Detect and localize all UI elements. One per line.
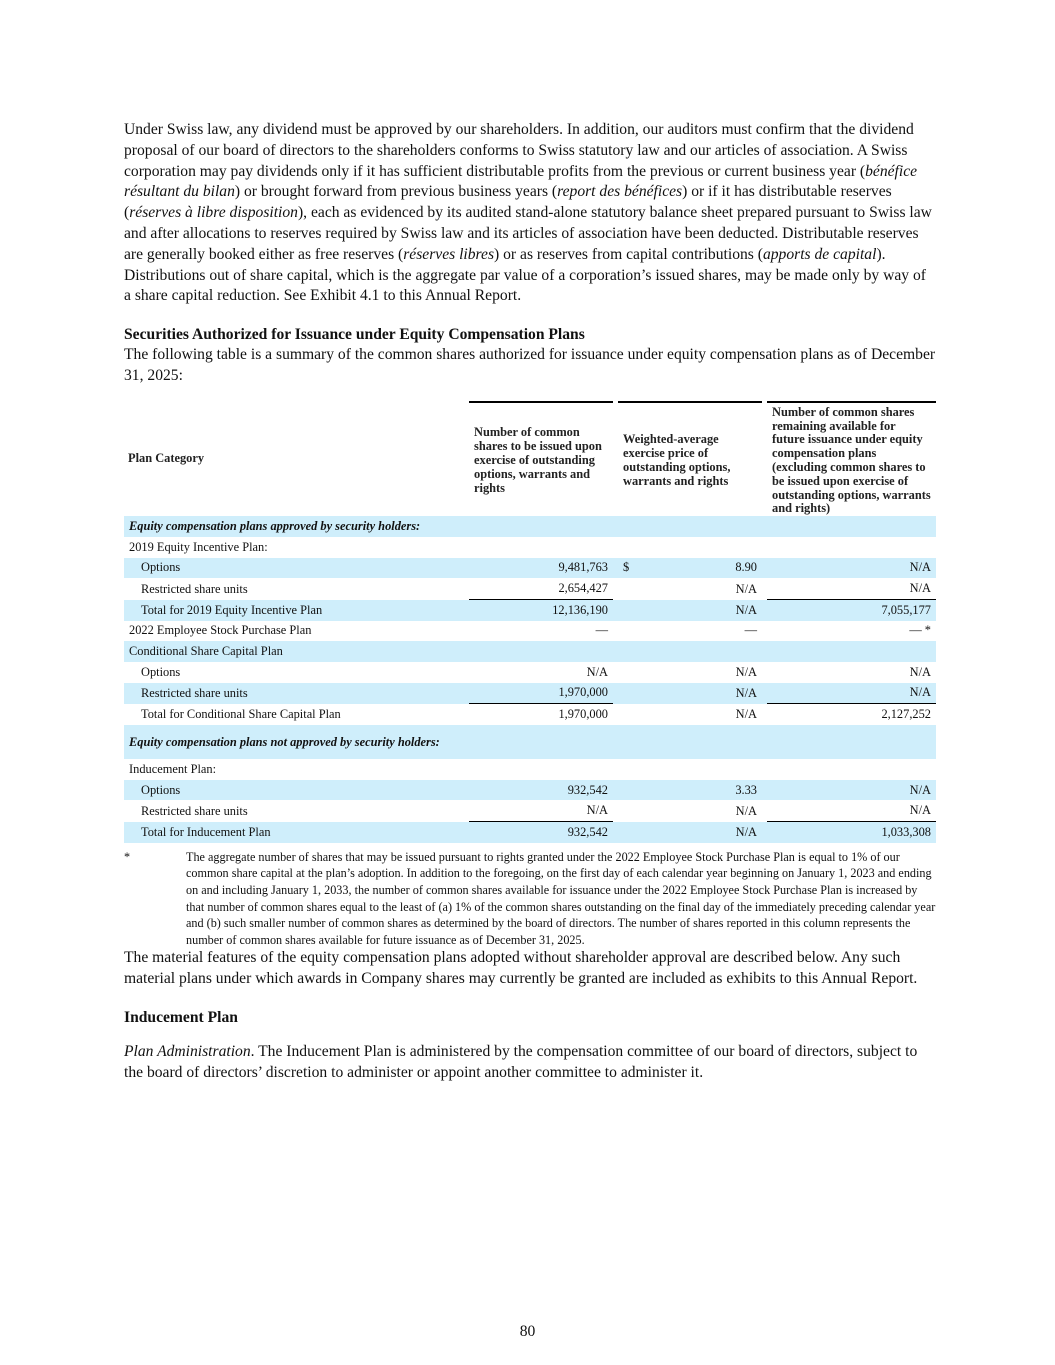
row-label: Total for Conditional Share Capital Plan bbox=[141, 707, 341, 722]
cell-weighted-average-price bbox=[618, 558, 762, 579]
dividend-paragraph bbox=[124, 120, 936, 307]
table-row bbox=[124, 641, 936, 662]
cell-shares-remaining: N/A bbox=[767, 780, 936, 801]
cell-shares-remaining: — * bbox=[909, 623, 931, 638]
page-number: 80 bbox=[519, 1323, 536, 1340]
table-row bbox=[124, 800, 936, 822]
cell-weighted-average-price: N/A bbox=[735, 581, 757, 596]
plan-administration-paragraph bbox=[124, 1042, 936, 1084]
document-page bbox=[124, 120, 936, 1084]
plan-administration-text: . The Inducement Plan is administered by the compensation committee of our board of directors, subject to the board of directors’ discretion to administer or appoint another committee to administer it. bbox=[124, 1042, 918, 1081]
cell-shares-to-be-issued: — bbox=[595, 623, 608, 638]
text-run: ) or brought forward from previous business years ( bbox=[234, 183, 558, 201]
text-run: ), each as evidenced by its audited stand-alone statutory balance sheet prepared pursuant to Swiss law and after allocations to reserves required by Swiss law and its articles of association have been deducted. Distributable reserves are generally booked either as free reserves ( bbox=[124, 204, 932, 263]
table-row bbox=[124, 578, 936, 600]
plan-administration-lead: Plan Administration bbox=[124, 1042, 251, 1060]
cell-shares-to-be-issued: 12,136,190 bbox=[469, 600, 613, 621]
cell-shares-to-be-issued: N/A bbox=[469, 800, 613, 822]
cell-shares-to-be-issued: 1,970,000 bbox=[469, 683, 613, 705]
row-label: Total for Inducement Plan bbox=[124, 822, 469, 843]
cell-shares-remaining: 1,033,308 bbox=[767, 822, 936, 843]
row-label: Options bbox=[141, 664, 181, 679]
cell-shares-to-be-issued: 932,542 bbox=[469, 822, 613, 843]
italic-term: réserves libres bbox=[403, 245, 495, 263]
table-row bbox=[124, 725, 936, 759]
features-paragraph: The material features of the equity compensation plans adopted without shareholder approval are described below. Any such material plans under which awards in Company shares may currently be granted are included as exhibits to this Annual Report. bbox=[124, 949, 918, 988]
section-heading: Securities Authorized for Issuance under Equity Compensation Plans bbox=[124, 326, 585, 344]
footnote-marker: * bbox=[124, 849, 131, 864]
cell-shares-to-be-issued: N/A bbox=[586, 664, 608, 679]
row-label: Equity compensation plans not approved by security holders: bbox=[124, 725, 469, 759]
row-label: Restricted share units bbox=[141, 581, 248, 596]
cell-shares-remaining: N/A bbox=[767, 558, 936, 579]
cell-shares-to-be-issued: 9,481,763 bbox=[469, 558, 613, 579]
header-weighted-average-price: Weighted-average exercise price of outstanding options, warrants and rights bbox=[618, 401, 762, 516]
table-row bbox=[124, 683, 936, 705]
table-row bbox=[124, 621, 936, 642]
row-label: 2019 Equity Incentive Plan: bbox=[129, 539, 268, 554]
footnote-text: The aggregate number of shares that may be issued pursuant to rights granted under the 2022 Employee Stock Purchase Plan is equal to 1% of our common share capital at the plan’s adoption. In addition to the foregoing, on the first day of each calendar year beginning on January 1, 2023 and ending on and including January 1, 2033, the number of common shares available for issuance under the 2022 Employee Stock Purchase Plan is increased by that number of common shares equal to the least of (a) 1% of the common shares outstanding on the final day of the immediately preceding calendar year and (b) such smaller number of common shares as determined by the board of directors. The number of shares reported in this column represents the number of common shares available for future issuance as of December 31, 2025. bbox=[186, 849, 936, 947]
row-label: Restricted share units bbox=[124, 683, 469, 705]
header-shares-remaining: Number of common shares remaining available for future issuance under equity compensation plans (excluding common shares to be issued upon exercise of outstanding options, warrants and rights) bbox=[767, 401, 936, 516]
text-run: Under Swiss law, any dividend must be approved by our shareholders. In addition, our auditors must confirm that the dividend proposal of our board of directors to the shareholders conforms to Swiss statutory law and our articles of association. A Swiss corporation may pay dividends only if it has sufficient distributable profits from the previous or current business year ( bbox=[124, 121, 914, 180]
table-row bbox=[124, 780, 936, 801]
row-label: Restricted share units bbox=[141, 803, 248, 818]
table-row bbox=[124, 822, 936, 843]
row-label: Options bbox=[124, 558, 469, 579]
row-label: Options bbox=[124, 780, 469, 801]
cell-shares-remaining: N/A bbox=[767, 800, 936, 822]
cell-shares-remaining: N/A bbox=[767, 578, 936, 600]
cell-weighted-average-price: — bbox=[744, 623, 757, 638]
table-header-row bbox=[124, 401, 936, 516]
row-label: Inducement Plan: bbox=[129, 761, 217, 776]
row-label: Conditional Share Capital Plan bbox=[124, 641, 936, 662]
italic-term: report des bénéfices bbox=[557, 183, 683, 201]
table-footnote bbox=[124, 849, 936, 949]
cell-shares-to-be-issued: 1,970,000 bbox=[558, 707, 608, 722]
italic-term: bénéfice résultant du bilan bbox=[124, 162, 918, 201]
cell-weighted-average-price: 3.33 bbox=[618, 780, 762, 801]
header-plan-category: Plan Category bbox=[128, 450, 205, 465]
inducement-heading: Inducement Plan bbox=[124, 1008, 238, 1026]
row-label: Equity compensation plans approved by security holders: bbox=[124, 516, 936, 537]
table-row bbox=[124, 759, 936, 780]
cell-shares-remaining: N/A bbox=[909, 664, 931, 679]
cell-weighted-average-price: N/A bbox=[618, 822, 762, 843]
cell-weighted-average-price: N/A bbox=[618, 683, 762, 705]
text-run: ). Distributions out of share capital, which is the aggregate par value of a corporation’s issued shares, may be made only by way of a share capital reduction. See Exhibit 4.1 to this Annual Report. bbox=[124, 245, 926, 305]
row-label: 2022 Employee Stock Purchase Plan bbox=[129, 623, 312, 638]
currency-symbol: $ bbox=[623, 560, 630, 575]
cell-weighted-average-price: N/A bbox=[735, 707, 757, 722]
table-row bbox=[124, 537, 936, 558]
cell-shares-remaining: N/A bbox=[767, 683, 936, 705]
text-run: ) or as reserves from capital contributions ( bbox=[494, 245, 763, 263]
cell-weighted-average-price: N/A bbox=[618, 600, 762, 621]
header-shares-to-be-issued: Number of common shares to be issued upon exercise of outstanding options, warrants and rights bbox=[469, 401, 613, 516]
cell-shares-to-be-issued: 932,542 bbox=[469, 780, 613, 801]
row-label: Total for 2019 Equity Incentive Plan bbox=[124, 600, 469, 621]
cell-weighted-average-price: N/A bbox=[735, 664, 757, 679]
cell-shares-remaining: 2,127,252 bbox=[881, 707, 931, 722]
price-value: 8.90 bbox=[735, 560, 757, 575]
text-run: ) or if it has distributable reserves ( bbox=[124, 183, 892, 222]
table-row bbox=[124, 516, 936, 537]
cell-weighted-average-price: N/A bbox=[735, 803, 757, 818]
summary-paragraph: The following table is a summary of the common shares authorized for issuance under equity compensation plans as of December 31, 2025: bbox=[124, 346, 936, 384]
table-row bbox=[124, 600, 936, 621]
equity-compensation-table bbox=[124, 401, 936, 843]
italic-term: apports de capital bbox=[762, 245, 877, 263]
table-row bbox=[124, 662, 936, 683]
cell-shares-remaining: 7,055,177 bbox=[767, 600, 936, 621]
table-row bbox=[124, 704, 936, 725]
italic-term: réserves à libre disposition bbox=[129, 204, 298, 222]
table-row bbox=[124, 558, 936, 579]
cell-shares-to-be-issued: 2,654,427 bbox=[469, 578, 613, 600]
